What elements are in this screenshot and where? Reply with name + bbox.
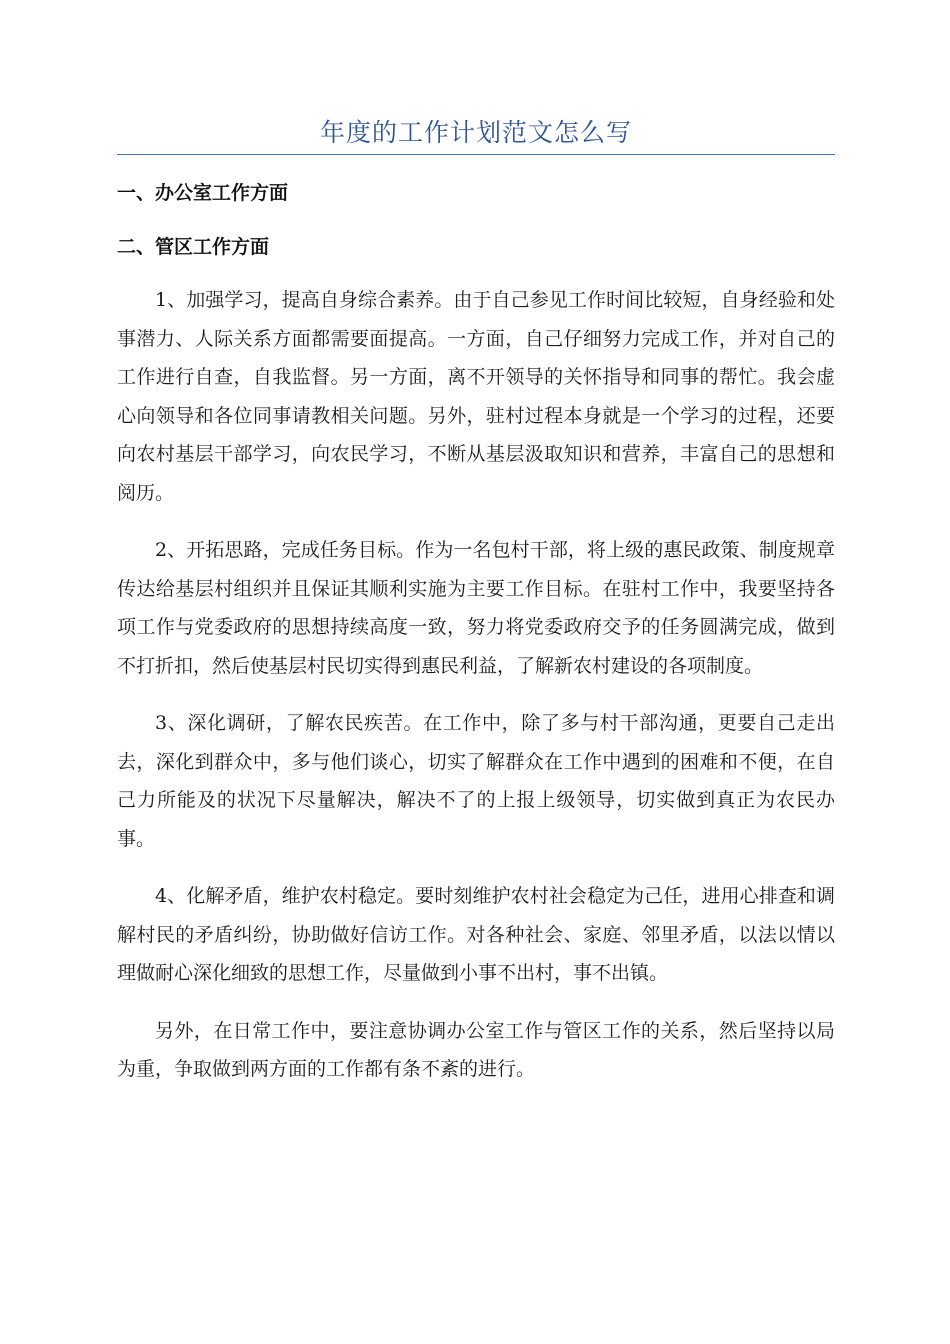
section-heading-district: 二、管区工作方面 — [117, 236, 270, 258]
paragraph-research: 3、深化调研，了解农民疾苦。在工作中，除了多与村干部沟通，更要自己走出去，深化到群众中，多与他们谈心，切实了解群众在工作中遇到的困难和不便，在自己力所能及的状况下尽量解决，解决不了的上报上级领导，切实做到真正为农民办事。 — [117, 712, 835, 850]
paragraph-conclusion: 另外，在日常工作中，要注意协调办公室工作与管区工作的关系，然后坚持以局为重，争取做到两方面的工作都有条不紊的进行。 — [117, 1019, 835, 1080]
title-underline — [117, 154, 835, 155]
paragraph-goals: 2、开拓思路，完成任务目标。作为一名包村干部，将上级的惠民政策、制度规章传达给基层村组织并且保证其顺利实施为主要工作目标。在驻村工作中，我要坚持各项工作与党委政府的思想持续高度一致，努力将党委政府交予的任务圆满完成，做到不打折扣，然后使基层村民切实得到惠民利益，了解新农村建设的各项制度。 — [117, 539, 835, 677]
document-title: 年度的工作计划范文怎么写 — [319, 118, 632, 147]
section-heading-office: 一、办公室工作方面 — [117, 182, 289, 204]
paragraph-stability: 4、化解矛盾，维护农村稳定。要时刻维护农村社会稳定为己任，进用心排查和调解村民的矛盾纠纷，协助做好信访工作。对各种社会、家庭、邻里矛盾，以法以情以理做耐心深化细致的思想工作，尽量做到小事不出村，事不出镇。 — [117, 885, 835, 984]
document-page — [117, 0, 835, 1089]
paragraph-learning: 1、加强学习，提高自身综合素养。由于自己参见工作时间比较短，自身经验和处事潜力、人际关系方面都需要面提高。一方面，自己仔细努力完成工作，并对自己的工作进行自查，自我监督。另一方面，离不开领导的关怀指导和同事的帮忙。我会虚心向领导和各位同事请教相关问题。另外，驻村过程本身就是一个学习的过程，还要向农村基层干部学习，向农民学习，不断从基层汲取知识和营养，丰富自己的思想和阅历。 — [117, 289, 835, 504]
